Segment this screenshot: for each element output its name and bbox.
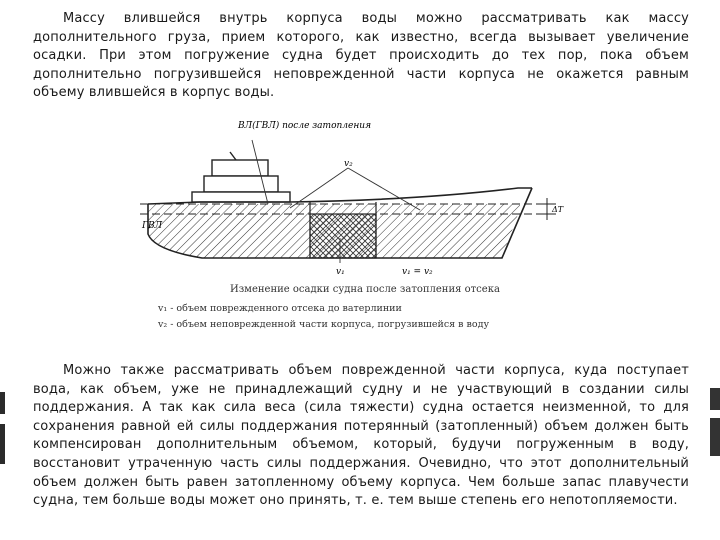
legend-v2: v₂ - объем неповрежденной части корпуса, погрузившейся в воду — [158, 319, 490, 330]
flooded-compartment — [310, 214, 376, 258]
label-wl-after: ВЛ(ГВЛ) после затопления — [238, 121, 372, 131]
label-v1: v₁ — [336, 267, 345, 277]
label-v2: v₂ — [344, 159, 353, 169]
paragraph-1 — [33, 10, 689, 103]
left-edge-mark — [0, 392, 5, 414]
legend-v1: v₁ - объем поврежденного отсека до ватерлинии — [158, 303, 402, 314]
left-edge-mark — [0, 424, 5, 464]
label-gvl: ГВЛ — [142, 221, 163, 231]
paragraph-2 — [33, 362, 689, 511]
extra-draft-band — [148, 204, 520, 214]
figure-caption: Изменение осадки судна после затопления отсека — [230, 284, 500, 295]
right-edge-mark — [710, 418, 720, 456]
paragraph-2-text: Можно также рассматривать объем поврежденной части корпуса, куда поступает вода, как объем, уже не принадлежащий судну и не участвующий в создании силы поддержания. А так как сила веса (сила тяжести) судна остается неизменной, то для сохранения равной ей силы поддержания потерянный (затопленный) объем должен быть компенсирован дополнительным объемом, который, будучи погруженным в воду, восстановит утраченную часть силы поддержания. Очевидно, что этот дополнительный объем должен быть равен затопленному объему корпуса. Чем больше запас плавучести судна, тем больше воды может оно принять, т. е. тем выше степень его непотопляемости. — [33, 363, 689, 509]
superstructure — [192, 152, 290, 202]
label-dt: ΔT — [552, 205, 564, 214]
right-edge-mark — [710, 388, 720, 410]
label-v1-eq-v2: v₁ = v₂ — [402, 267, 433, 277]
paragraph-1-text: Массу влившейся внутрь корпуса воды можно рассматривать как массу дополнительного груза, прием которого, как известно, всегда вызывает увеличение осадки. При этом погружение судна будет происходить до тех пор, пока объем дополнительно погрузившейся неповрежденной части корпуса не окажется равным объему влившейся в корпус воды. — [33, 11, 689, 101]
